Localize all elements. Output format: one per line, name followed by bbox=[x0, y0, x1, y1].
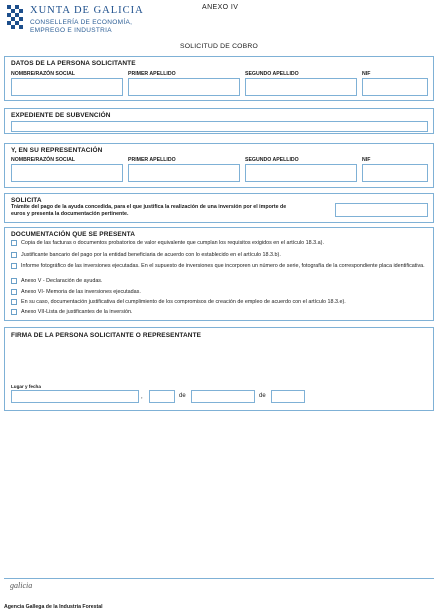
dia-field[interactable] bbox=[149, 390, 175, 403]
firma-section bbox=[4, 327, 434, 411]
representante-apellido2-label: SEGUNDO APELLIDO bbox=[245, 157, 299, 163]
solicitante-apellido2-field[interactable] bbox=[245, 78, 357, 96]
solicitante-section bbox=[4, 56, 434, 101]
doc-item-empleo: En su caso, documentación justificativa del cumplimiento de los compromisos de creación de empleo de acuerdo con el artículo 18.3.e). bbox=[11, 299, 427, 305]
doc-item-anexo-v: Anexo V - Declaración de ayudas. bbox=[11, 278, 427, 284]
expediente-title: EXPEDIENTE DE SUBVENCIÓN bbox=[11, 112, 111, 119]
logo-subtitle-2: EMPREGO E INDUSTRIA bbox=[30, 27, 112, 34]
xunta-logo bbox=[5, 3, 180, 37]
doc-item-anexo-vi: Anexo VI- Memoria de las inversiones ejecutadas. bbox=[11, 289, 427, 295]
solicita-title: SOLICITA bbox=[11, 197, 42, 204]
comma-separator: , bbox=[141, 394, 143, 400]
solicitante-title: DATOS DE LA PERSONA SOLICITANTE bbox=[11, 60, 136, 67]
representante-nif-field[interactable] bbox=[362, 164, 428, 182]
anio-field[interactable] bbox=[271, 390, 305, 403]
de-separator-2: de bbox=[259, 393, 266, 399]
doc-checkbox-empleo[interactable] bbox=[11, 299, 17, 305]
documentacion-section bbox=[4, 227, 434, 321]
solicita-section bbox=[4, 193, 434, 223]
mes-field[interactable] bbox=[191, 390, 255, 403]
doc-checkbox-justificante[interactable] bbox=[11, 252, 17, 258]
representante-apellido1-label: PRIMER APELLIDO bbox=[128, 157, 176, 163]
representacion-title: Y, EN SU REPRESENTACIÓN bbox=[11, 147, 103, 154]
importe-field[interactable] bbox=[335, 203, 428, 217]
doc-item-informe: Informe fotográfico de las inversiones ejecutadas. En el supuesto de inversiones que incorporen un número de serie, fotografía de la correspondiente placa identificativa. bbox=[11, 263, 427, 269]
representante-apellido1-field[interactable] bbox=[128, 164, 240, 182]
doc-item-justificante: Justificante bancario del pago por la entidad beneficiaria de acuerdo con lo establecido en el artículo 18.3.b). bbox=[11, 252, 427, 258]
doc-checkbox-anexo-v[interactable] bbox=[11, 278, 17, 284]
solicita-text-line1: Trámite del pago de la ayuda concedida, para el que justifica la realización de una inversión por el importe de bbox=[11, 204, 287, 210]
representacion-section bbox=[4, 143, 434, 188]
footer-divider bbox=[4, 578, 434, 600]
solicitante-apellido1-field[interactable] bbox=[128, 78, 240, 96]
expediente-section bbox=[4, 108, 434, 134]
doc-checkbox-informe[interactable] bbox=[11, 263, 17, 269]
doc-checkbox-facturas[interactable] bbox=[11, 240, 17, 246]
doc-checkbox-anexo-vi[interactable] bbox=[11, 289, 17, 295]
solicitante-nombre-field[interactable] bbox=[11, 78, 123, 96]
representante-nombre-field[interactable] bbox=[11, 164, 123, 182]
doc-item-facturas: Copia de las facturas o documentos probatorios de valor equivalente que cumplan los requisitos exigidos en el artículo 18.3.a). bbox=[11, 240, 427, 246]
representante-nif-label: NIF bbox=[362, 157, 371, 163]
xunta-crest-icon bbox=[5, 3, 25, 33]
representante-apellido2-field[interactable] bbox=[245, 164, 357, 182]
expediente-field[interactable] bbox=[11, 121, 428, 132]
solicitante-nif-field[interactable] bbox=[362, 78, 428, 96]
firma-title: FIRMA DE LA PERSONA SOLICITANTE O REPRESENTANTE bbox=[11, 332, 202, 339]
documentacion-title: DOCUMENTACIÓN QUE SE PRESENTA bbox=[11, 231, 136, 238]
lugar-fecha-label: Lugar y fecha bbox=[11, 384, 41, 389]
doc-checkbox-anexo-vii[interactable] bbox=[11, 309, 17, 315]
agency-name: Agencia Gallega de la Industria Forestal bbox=[4, 604, 103, 610]
solicitante-apellido1-label: PRIMER APELLIDO bbox=[128, 71, 176, 77]
logo-title: XUNTA DE GALICIA bbox=[30, 5, 144, 16]
galicia-logo: galicia bbox=[10, 581, 33, 590]
page-title: SOLICITUD DE COBRO bbox=[180, 43, 258, 50]
de-separator-1: de bbox=[179, 393, 186, 399]
solicitante-apellido2-label: SEGUNDO APELLIDO bbox=[245, 71, 299, 77]
lugar-field[interactable] bbox=[11, 390, 139, 403]
logo-subtitle-1: CONSELLERÍA DE ECONOMÍA, bbox=[30, 19, 133, 26]
solicitante-nif-label: NIF bbox=[362, 71, 371, 77]
doc-item-anexo-vii: Anexo VII-Lista de justificantes de la inversión. bbox=[11, 309, 427, 315]
solicitante-nombre-label: NOMBRE/RAZÓN SOCIAL bbox=[11, 71, 75, 77]
solicita-text-line2: euros y presenta la documentación pertinente. bbox=[11, 211, 129, 217]
anexo-label: ANEXO IV bbox=[202, 4, 239, 11]
representante-nombre-label: NOMBRE/RAZÓN SOCIAL bbox=[11, 157, 75, 163]
